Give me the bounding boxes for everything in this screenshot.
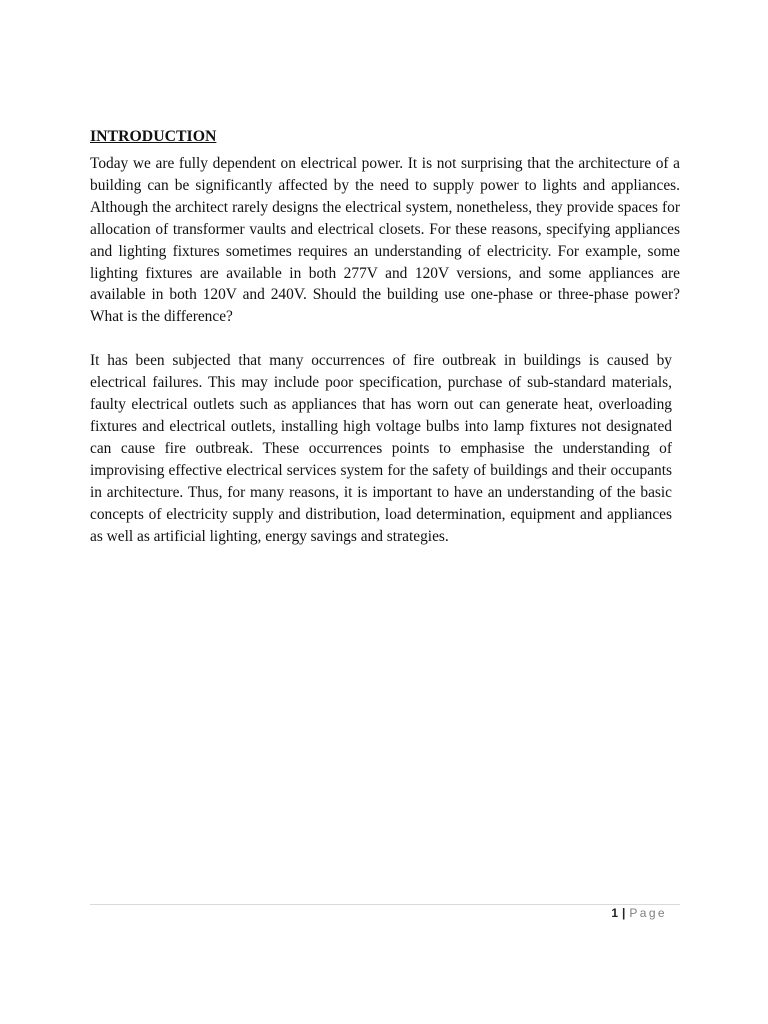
paragraph-2: It has been subjected that many occurrences of fire outbreak in buildings is caused by electrical failures. This may include poor specification, purchase of sub-standard materials, faulty electrical outlets such as appliances that has worn out can generate heat, overloading fixtures and electrical outlets, installing high voltage bulbs into lamp fixtures not designated can cause fire outbreak. These occurrences points to emphasise the understanding of improvising effective electrical services system for the safety of buildings and their occupants in architecture. Thus, for many reasons, it is important to have an understanding of the basic concepts of electricity supply and distribution, load determination, equipment and appliances as well as artificial lighting, energy savings and strategies. bbox=[90, 352, 672, 545]
document-body bbox=[90, 126, 680, 547]
page-label: Page bbox=[629, 906, 667, 920]
paragraph-1: Today we are fully dependent on electrical power. It is not surprising that the architecture of a building can be significantly affected by the need to supply power to lights and appliances. Although the architect rarely designs the electrical system, nonetheless, they provide spaces for allocation of transformer vaults and electrical closets. For these reasons, specifying appliances and lighting fixtures sometimes requires an understanding of electricity. For example, some lighting fixtures are available in both 277V and 120V versions, and some appliances are available in both 120V and 240V. Should the building use one-phase or three-phase power? What is the difference? bbox=[90, 155, 680, 326]
page-number: 1 bbox=[611, 906, 618, 920]
page-separator: | bbox=[622, 906, 626, 920]
section-heading: INTRODUCTION bbox=[90, 128, 217, 145]
footer-divider bbox=[90, 904, 680, 905]
page-footer bbox=[611, 906, 667, 920]
